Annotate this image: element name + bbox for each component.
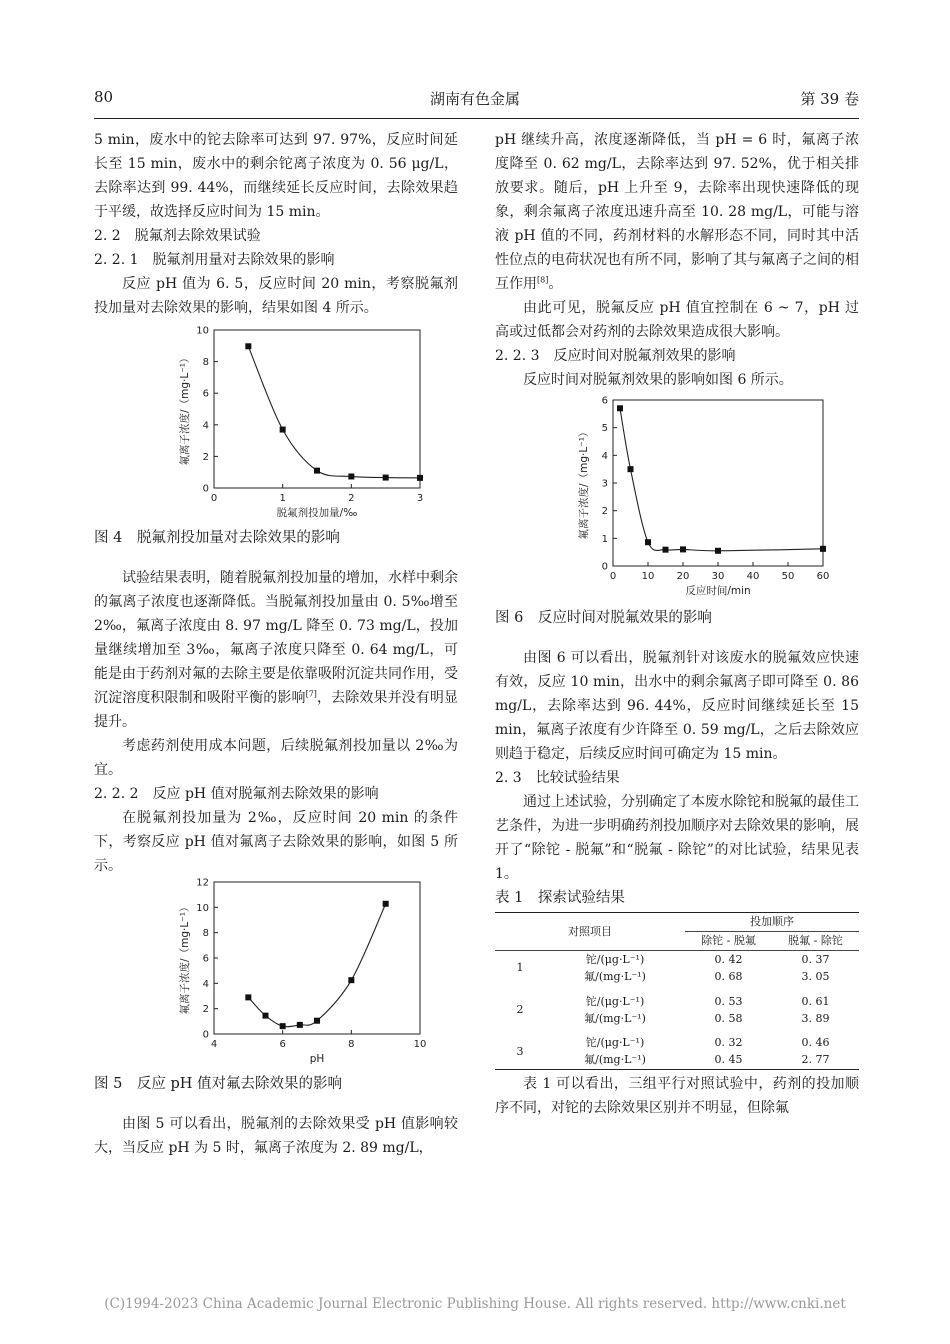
table-cell: 0. 42 [714,952,743,966]
y-tick-label: 8 [202,357,209,369]
table-cell: 0. 46 [801,1036,830,1050]
table-cell: 0. 53 [714,994,743,1008]
x-tick-label: 0 [210,493,218,504]
x-tick-label: 1 [279,493,286,504]
y-tick-label: 1 [601,533,608,545]
data-point [820,546,826,552]
data-point [348,473,354,479]
x-tick-label: 3 [416,493,424,504]
y-axis-label: 氟离子浓度/（mg·L⁻¹） [578,426,590,540]
citation-ref[interactable]: [8] [537,275,549,285]
y-tick-label: 0 [601,561,608,573]
y-tick-label: 6 [202,953,209,965]
table-row [495,1035,859,1052]
table-subheader-a: 除铊 - 脱氟 [685,932,772,951]
x-tick-label: 40 [746,571,760,582]
paragraph: 5 min，废水中的铊去除率可达到 97. 97%，反应时间延长至 15 min，废水中的剩余铊离子浓度为 0. 56 μg/L，去除率达到 99. 44%，而继续延长反应时间，去除效果趋于平缓，故选择反应时间为 15 min。 [94,132,458,220]
y-tick-label: 0 [202,483,209,495]
page-number: 80 [94,88,114,106]
data-point [280,1023,286,1029]
table-cell: 0. 58 [714,1011,743,1025]
table-row [495,993,859,1010]
group-id: 2 [516,1003,524,1016]
y-tick-label: 6 [202,388,209,400]
y-tick-label: 3 [601,478,608,490]
subsection-heading: 2. 3 比较试验结果 [495,770,620,786]
plot-frame [214,330,420,488]
data-point [715,548,721,554]
series-line [620,408,823,550]
y-tick-label: 4 [601,450,608,462]
x-axis-label: pH [309,1053,325,1065]
y-tick-label: 10 [196,325,209,337]
x-tick-label: 4 [210,1039,218,1050]
table-cell: 0. 37 [801,952,830,966]
row-label: 铊/(μg·L⁻¹) [585,952,645,966]
y-tick-label: 2 [202,1004,209,1016]
x-tick-label: 0 [609,571,617,582]
row-label: 铊/(μg·L⁻¹) [585,1036,645,1050]
copyright-footer: (C)1994-2023 China Academic Journal Electronic Publishing House. All rights reserved. http://www.cnki.net [104,1296,846,1312]
paragraph: 由图 6 可以看出，脱氟剂针对该废水的脱氟效应快速有效，反应 10 min，出水中的剩余氟离子即可降至 0. 86 mg/L，去除率达到 96. 44%，反应时间继续延长至 15 min，氟离子浓度有少许降至 0. 59 mg/L，之后去除效应则趋于稳定，后续反应时间可确定为 15 min。 [495,650,859,762]
data-point [245,994,251,1000]
series-line [248,346,420,478]
data-point [617,405,623,411]
right-column [495,128,859,1120]
table-row [495,951,859,969]
x-tick-label: 10 [413,1039,427,1050]
paragraph: 考虑药剂使用成本问题，后续脱氟剂投加量以 2‰为宜。 [94,738,458,778]
table-cell: 3. 89 [801,1011,830,1025]
table-cell: 2. 77 [772,1052,859,1070]
volume-label: 第 39 卷 [800,90,859,108]
table-cell: 0. 45 [685,1052,772,1070]
figure-4-chart [126,320,426,520]
y-tick-label: 4 [202,978,209,990]
table-header-item: 对照项目 [495,913,685,951]
figure-5-caption: 图 5 反应 pH 值对氟去除效果的影响 [94,1076,342,1092]
y-tick-label: 2 [202,451,209,463]
x-tick-label: 2 [348,493,355,504]
y-tick-label: 2 [601,506,608,518]
x-tick-label: 20 [676,571,690,582]
table-1-caption: 表 1 探索试验结果 [495,890,625,906]
y-tick-label: 6 [601,395,608,407]
journal-title: 湖南有色金属 [429,90,520,108]
paragraph: 在脱氟剂投加量为 2‰，反应时间 20 min 的条件下，考察反应 pH 值对氟离子去除效果的影响，如图 5 所示。 [94,810,458,874]
y-tick-label: 4 [202,420,209,432]
data-point [417,475,423,481]
paragraph: 通过上述试验，分别确定了本废水除铊和脱氟的最佳工艺条件，为进一步明确药剂投加顺序对去除效果的影响，展开了“除铊 - 脱氟”和“脱氟 - 除铊”的对比试验，结果见表 1。 [495,794,859,882]
table-cell: 0. 68 [714,969,743,983]
data-point [263,1013,269,1019]
plot-frame [214,882,420,1034]
data-point [245,343,251,349]
section-heading: 2. 2 脱氟剂去除效果试验 [94,228,261,244]
header-rule [94,118,859,119]
y-tick-label: 12 [196,877,209,889]
table-cell: 0. 32 [714,1036,743,1050]
table-subheader-b: 脱氟 - 除铊 [772,932,859,951]
x-tick-label: 6 [279,1039,286,1050]
subsection-heading: 2. 2. 1 脱氟剂用量对去除效果的影响 [94,252,335,268]
table-header-order: 投加顺序 [685,913,859,932]
data-point [628,466,634,472]
subsection-heading: 2. 2. 2 反应 pH 值对脱氟剂去除效果的影响 [94,786,379,802]
figure-6-caption: 图 6 反应时间对脱氟效果的影响 [495,610,712,626]
x-tick-label: 50 [781,571,795,582]
paragraph: pH 继续升高，浓度逐渐降低，当 pH = 6 时，氟离子浓度降至 0. 62 mg/L，去除率达到 97. 52%，优于相关排放要求。随后，pH 上升至 9，去除率出现快速降低的现象，剩余氟离子浓度迅速升高至 10. 28 mg/L，可能与溶液 pH 值的不同，药剂材料的水解形态不同，同时其中活性位点的电荷状况也有所不同，影响了其与氟离子之间的相互作用[8]。 [495,132,859,292]
row-label: 氟/(mg·L⁻¹) [584,969,646,983]
paragraph: 表 1 可以看出，三组平行对照试验中，药剂的投加顺序不同，对铊的去除效果区别并不明显，但除氟 [495,1076,859,1116]
table-cell: 3. 05 [801,969,830,983]
data-point [314,468,320,474]
x-tick-label: 30 [711,571,725,582]
paragraph: 由此可见，脱氟反应 pH 值宜控制在 6 ~ 7，pH 过高或过低都会对药剂的去除效果造成很大影响。 [495,300,859,340]
row-label: 氟/(mg·L⁻¹) [545,1052,685,1070]
y-axis-label: 氟离子浓度/（mg·L⁻¹） [179,901,191,1015]
row-label: 铊/(μg·L⁻¹) [585,994,645,1008]
data-point [297,1022,303,1028]
x-axis-label: 脱氟剂投加量/‰ [276,507,358,519]
data-point [383,901,389,907]
x-tick-label: 8 [348,1039,355,1050]
y-tick-label: 0 [202,1029,209,1041]
data-point [348,977,354,983]
table-cell: 0. 61 [801,994,830,1008]
paragraph: 试验结果表明，随着脱氟剂投加量的增加，水样中剩余的氟离子浓度也逐渐降低。当脱氟剂投加量由 0. 5‰增至 2‰，氟离子浓度由 8. 97 mg/L 降至 0. 73 mg/L，投加量继续增加至 3‰，氟离子浓度只降至 0. 64 mg/L，可能是由于药剂对氟的去除主要是依靠吸附沉淀共同作用，受沉淀溶度积限制和吸附平衡的影响[7]，去除效果并没有明显提升。 [94,570,458,730]
citation-ref[interactable]: [7] [305,689,317,699]
data-point [663,547,669,553]
group-id: 1 [516,961,524,974]
y-tick-label: 10 [196,902,209,914]
y-tick-label: 8 [202,928,209,940]
subsection-heading: 2. 2. 3 反应时间对脱氟剂效果的影响 [495,348,736,364]
table-row [495,1010,859,1027]
figure-4-caption: 图 4 脱氟剂投加量对去除效果的影响 [94,530,340,546]
left-column [94,128,458,1160]
data-point [280,427,286,433]
figure-6-chart [527,392,830,600]
table-1 [495,912,859,1070]
x-tick-label: 60 [816,571,830,582]
paragraph: 由图 5 可以看出，脱氟剂的去除效果受 pH 值影响较大，当反应 pH 为 5 时，氟离子浓度为 2. 89 mg/L， [94,1116,458,1156]
data-point [645,539,651,545]
paragraph: 反应 pH 值为 6. 5，反应时间 20 min，考察脱氟剂投加量对去除效果的影响，结果如图 4 所示。 [94,276,458,316]
y-axis-label: 氟离子浓度/（mg·L⁻¹） [179,352,191,466]
paragraph: 反应时间对脱氟剂效果的影响如图 6 所示。 [523,372,793,388]
plot-frame [613,400,823,566]
data-point [383,475,389,481]
x-axis-label: 反应时间/min [685,585,751,597]
table-row [495,968,859,985]
row-label: 氟/(mg·L⁻¹) [584,1011,646,1025]
x-tick-label: 10 [641,571,655,582]
series-line [248,904,385,1027]
table-row [495,1052,859,1070]
figure-5-chart [126,878,426,1068]
group-id: 3 [495,1035,545,1070]
y-tick-label: 5 [601,423,608,435]
data-point [314,1018,320,1024]
data-point [680,546,686,552]
